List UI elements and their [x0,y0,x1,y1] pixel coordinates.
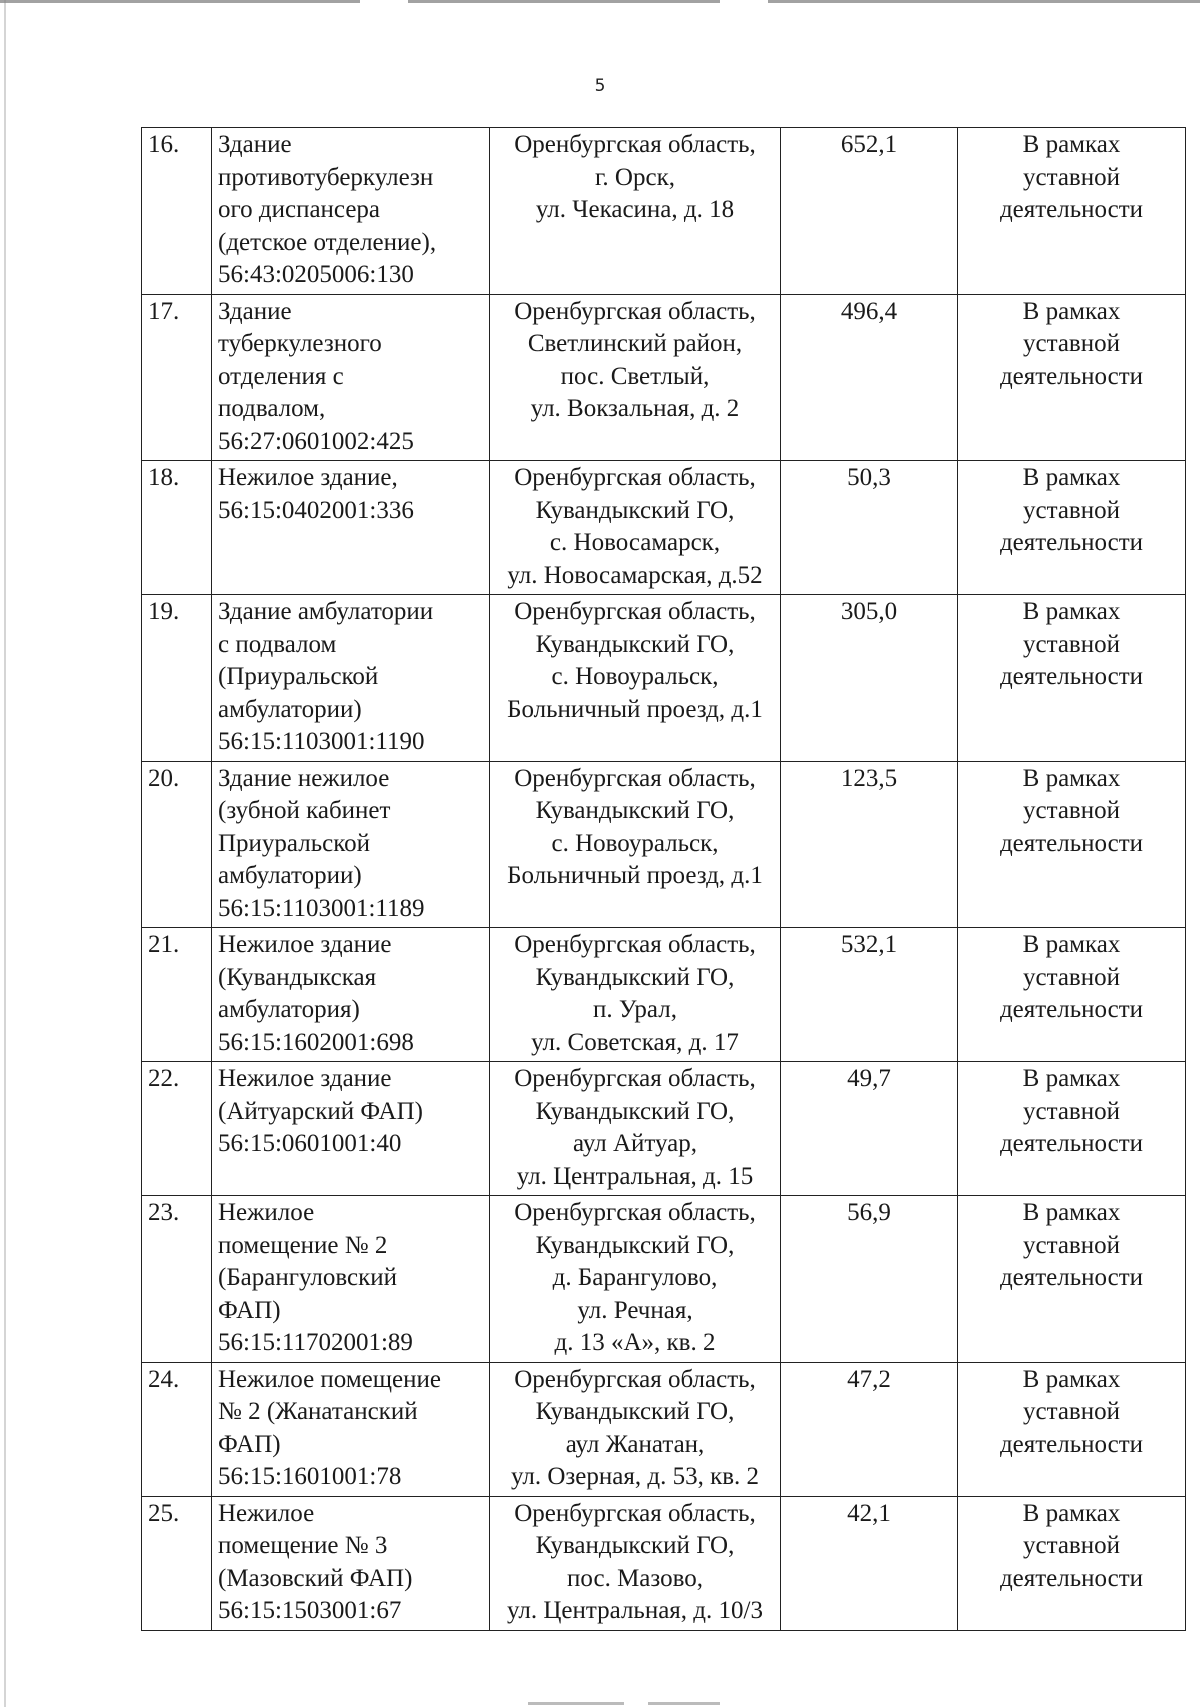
object-name-line: Нежилое [218,1199,315,1226]
address-line: Оренбургская область, [514,297,756,325]
object-name-line: (Приуральской [218,663,379,690]
purpose-cell [958,1362,1186,1496]
row-number: 16. [142,128,212,295]
row-number: 25. [142,1496,212,1630]
address-cell [490,294,781,461]
purpose-cell [958,1196,1186,1363]
object-name-cell [212,595,490,762]
address-line: Кувандыкский ГО, [535,797,735,824]
table-row [142,761,1186,928]
area-value: 123,5 [781,761,958,928]
object-name-cell [212,294,490,461]
address-line: Больничный проезд, д.1 [507,862,763,889]
object-name-line: Здание амбулатории [218,598,434,625]
address-cell [490,1362,781,1496]
address-line: с. Новоуральск, [551,829,719,857]
purpose-line: В рамках [1022,931,1121,958]
address-cell [490,595,781,762]
object-name-cell [212,761,490,928]
address-line: ул. Озерная, д. 53, кв. 2 [510,1463,760,1490]
scan-artifact-bottom [0,1702,1200,1705]
purpose-line: деятельности [999,1264,1144,1291]
area-value: 42,1 [781,1496,958,1630]
object-name-line: 56:27:0601002:425 [218,427,414,455]
address-line: пос. Светлый, [560,362,710,390]
purpose-cell [958,1062,1186,1196]
object-name-line: помещение № 2 [218,1231,388,1259]
purpose-line: уставной [1023,1231,1120,1259]
address-line: аул Айтуар, [573,1130,697,1157]
address-line: Оренбургская область, [514,131,756,158]
address-line: д. 13 «А», кв. 2 [554,1329,716,1356]
purpose-line: деятельности [999,829,1144,857]
address-line: ул. Чекасина, д. 18 [535,196,735,223]
object-name-cell [212,1196,490,1363]
address-line: ул. Центральная, д. 10/3 [507,1597,763,1624]
address-cell [490,461,781,595]
object-name-line: Нежилое здание [218,931,392,958]
purpose-line: уставной [1023,1097,1120,1125]
object-name-line: амбулатории) [218,862,362,889]
object-name-line: 56:15:0402001:336 [218,496,414,524]
purpose-line: деятельности [999,1430,1144,1458]
purpose-line: уставной [1023,330,1120,357]
address-line: Кувандыкский ГО, [535,1231,735,1259]
address-cell [490,1496,781,1630]
object-name-line: Нежилое [218,1499,315,1527]
row-number: 19. [142,595,212,762]
table-row [142,461,1186,595]
object-name-line: Здание [218,131,292,158]
object-name-line: 56:15:1103001:1190 [218,728,425,755]
address-line: Оренбургская область, [514,464,756,491]
object-name-line: ФАП) [218,1296,281,1324]
table-row [142,928,1186,1062]
object-name-line: ого диспансера [218,196,381,223]
purpose-line: уставной [1023,797,1120,824]
address-line: Оренбургская область, [514,1065,756,1092]
scan-artifact-top [0,0,1200,3]
purpose-line: уставной [1023,1398,1120,1425]
area-value: 50,3 [781,461,958,595]
address-line: Кувандыкский ГО, [535,1532,735,1559]
purpose-line: В рамках [1022,1365,1121,1393]
purpose-line: уставной [1023,963,1120,991]
property-table [141,127,1186,1631]
row-number: 21. [142,928,212,1062]
purpose-line: В рамках [1022,464,1121,491]
purpose-line: В рамках [1022,1065,1121,1092]
object-name-cell [212,1496,490,1630]
area-value: 49,7 [781,1062,958,1196]
object-name-line: 56:15:1103001:1189 [218,894,425,922]
object-name-cell [212,128,490,295]
object-name-line: 56:15:1602001:698 [218,1028,414,1056]
purpose-cell [958,294,1186,461]
address-line: ул. Центральная, д. 15 [516,1162,754,1190]
object-name-line: Здание [218,297,292,325]
object-name-line: 56:43:0205006:130 [218,261,414,288]
object-name-line: помещение № 3 [218,1532,388,1559]
purpose-line: В рамках [1022,297,1121,325]
purpose-cell [958,761,1186,928]
address-line: д. Барангулово, [552,1264,718,1291]
row-number: 18. [142,461,212,595]
object-name-line: (Кувандыкская [218,963,377,991]
address-line: г. Орск, [595,163,675,191]
purpose-line: В рамках [1022,598,1121,625]
purpose-line: деятельности [999,1130,1144,1157]
object-name-line: Нежилое здание [218,1065,392,1092]
object-name-line: (Мазовский ФАП) [218,1564,413,1592]
object-name-line: Здание нежилое [218,764,390,792]
table-row [142,1062,1186,1196]
row-number: 17. [142,294,212,461]
address-line: аул Жанатан, [565,1430,705,1458]
address-line: ул. Речная, [577,1296,693,1324]
object-name-line: ФАП) [218,1430,281,1458]
address-line: Кувандыкский ГО, [535,1097,735,1125]
address-line: Кувандыкский ГО, [535,1398,735,1425]
purpose-cell [958,461,1186,595]
area-value: 496,4 [781,294,958,461]
address-line: п. Урал, [593,996,677,1023]
purpose-line: деятельности [999,362,1144,390]
table-row [142,1496,1186,1630]
purpose-line: В рамках [1022,1199,1121,1226]
object-name-line: (Айтуарский ФАП) [218,1097,423,1125]
object-name-line: подвалом, [218,395,326,422]
table-row [142,1196,1186,1363]
address-line: Кувандыкский ГО, [535,963,735,991]
address-line: Оренбургская область, [514,1499,756,1527]
purpose-cell [958,928,1186,1062]
address-line: Оренбургская область, [514,931,756,958]
object-name-line: № 2 (Жанатанский [218,1398,418,1425]
row-number: 23. [142,1196,212,1363]
property-table-body [142,128,1186,1631]
object-name-line: амбулатория) [218,996,360,1023]
address-line: ул. Вокзальная, д. 2 [530,395,740,422]
object-name-line: (зубной кабинет [218,797,391,824]
purpose-cell [958,595,1186,762]
object-name-line: (детское отделение), [218,228,437,256]
purpose-line: деятельности [999,529,1144,556]
object-name-line: Нежилое помещение [218,1365,441,1393]
purpose-line: уставной [1023,630,1120,658]
table-row [142,128,1186,295]
purpose-line: В рамках [1022,764,1121,792]
purpose-line: деятельности [999,663,1144,690]
object-name-cell [212,461,490,595]
address-line: с. Новосамарск, [549,529,721,556]
row-number: 24. [142,1362,212,1496]
object-name-line: отделения с [218,362,344,390]
purpose-line: В рамках [1022,131,1121,158]
object-name-cell [212,1062,490,1196]
address-line: с. Новоуральск, [551,663,719,690]
address-cell [490,128,781,295]
address-line: Светлинский район, [527,330,743,357]
address-cell [490,761,781,928]
address-line: Оренбургская область, [514,1365,756,1393]
object-name-line: Нежилое здание, [218,464,398,491]
area-value: 47,2 [781,1362,958,1496]
table-row [142,595,1186,762]
area-value: 532,1 [781,928,958,1062]
object-name-line: Приуральской [218,829,370,857]
address-line: Оренбургская область, [514,1199,756,1226]
object-name-line: с подвалом [218,630,337,658]
object-name-line: 56:15:1601001:78 [218,1463,402,1490]
purpose-line: деятельности [999,996,1144,1023]
address-cell [490,1196,781,1363]
row-number: 20. [142,761,212,928]
object-name-line: амбулатории) [218,695,362,723]
purpose-line: уставной [1023,496,1120,524]
purpose-line: уставной [1023,1532,1120,1559]
table-row [142,1362,1186,1496]
row-number: 22. [142,1062,212,1196]
address-line: ул. Новосамарская, д.52 [507,561,763,589]
object-name-line: 56:15:11702001:89 [218,1329,413,1356]
address-line: Больничный проезд, д.1 [507,695,763,723]
address-line: Кувандыкский ГО, [535,630,735,658]
area-value: 652,1 [781,128,958,295]
purpose-line: В рамках [1022,1499,1121,1527]
purpose-line: деятельности [999,196,1144,223]
object-name-line: туберкулезного [218,330,382,357]
area-value: 305,0 [781,595,958,762]
object-name-line: 56:15:0601001:40 [218,1130,402,1157]
page-number: 5 [594,76,606,96]
address-cell [490,1062,781,1196]
purpose-line: деятельности [999,1564,1144,1592]
area-value: 56,9 [781,1196,958,1363]
object-name-line: (Барангуловский [218,1264,398,1291]
address-line: Оренбургская область, [514,598,756,625]
address-line: Оренбургская область, [514,764,756,792]
purpose-cell [958,128,1186,295]
scan-artifact-left [4,0,6,1707]
address-cell [490,928,781,1062]
address-line: ул. Советская, д. 17 [531,1028,739,1056]
address-line: Кувандыкский ГО, [535,496,735,524]
object-name-cell [212,1362,490,1496]
address-line: пос. Мазово, [566,1564,704,1592]
object-name-line: 56:15:1503001:67 [218,1597,402,1624]
purpose-cell [958,1496,1186,1630]
table-row [142,294,1186,461]
object-name-cell [212,928,490,1062]
purpose-line: уставной [1023,163,1120,191]
object-name-line: противотуберкулезн [218,163,434,191]
